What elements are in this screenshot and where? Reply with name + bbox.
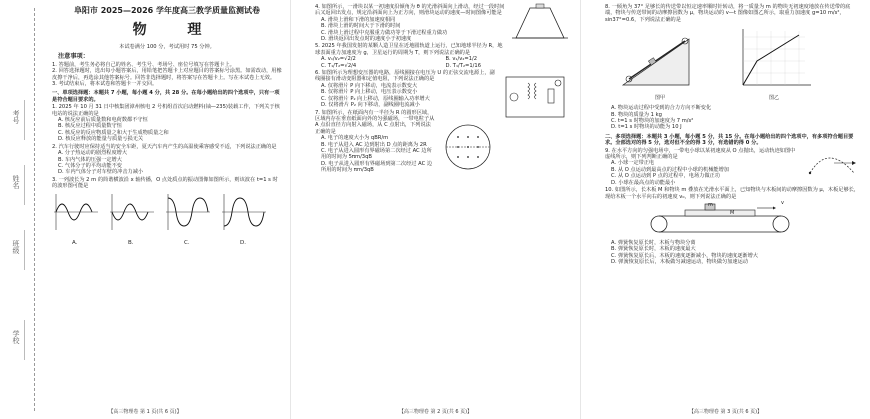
transformer-circuit-figure <box>500 69 570 125</box>
page-3-content <box>605 0 860 419</box>
option: D. 小球在最高点的动能最小 <box>611 179 676 186</box>
notice-item: 3. 考试结束后，将本试卷和答题卡一并交回。 <box>52 81 158 88</box>
exam-meta: 本试卷满分 100 分，考试用时 75 分钟。 <box>119 44 215 50</box>
question-10: 10. 如图所示，长木板 M 和物块 m 叠放在光滑水平面上，已知物块与木板间的动摩擦因数为 μ，木板足够长，现给木板一个水平向右的初速度 v₀，则下列说法正确的是 <box>605 187 860 200</box>
option: C. 滑块上滑过程中克服重力做功等于下滑过程重力做功 <box>321 29 448 36</box>
option: B. v₁/v₂=1/2 <box>445 56 478 63</box>
q5-options <box>321 56 570 69</box>
wave-option-c-graph <box>164 192 212 232</box>
wave-option-captions: A. B. C. D. <box>72 239 246 246</box>
page-2-content <box>315 0 570 419</box>
question-9: 9. 在水平方向的匀强电场中，一带电小球以某初速度从 O 点抛出，运动轨迹如图中虚线所示，则下列判断正确的是 <box>605 147 796 161</box>
option: B. 车内气体的压强一定增大 <box>58 156 122 163</box>
option: C. 气体分子的平均动能不变 <box>58 162 122 169</box>
q10-figure <box>605 200 860 240</box>
binding-margin <box>0 0 48 419</box>
exam-page-1 <box>0 0 290 419</box>
page-footer: 【高三物理卷 第 3 页(共 6 页)】 <box>688 409 763 415</box>
option: C. 核反应的反应物质量之和大于生成物质量之和 <box>58 129 169 136</box>
option: D. 滑块返回出发点时的速度小于初速度 <box>321 36 412 43</box>
magnetic-field-figure <box>440 119 496 175</box>
binding-label-school: 学校 <box>12 330 20 344</box>
option: D. 核反应释放的能量与质量亏损无关 <box>58 136 144 143</box>
option: C. 仅将滑片 P₂ 向上移动，原线圈输入功率增大 <box>321 95 430 102</box>
option: D. 车内气体分子对车壁的冲击力减小 <box>58 169 144 176</box>
notice-title: 注意事项： <box>58 53 89 61</box>
subject-title: 物 理 <box>132 22 220 38</box>
question-8: 8. 一倾角为 37° 足够长的传送带以恒定速率顺时针转动，将一质量为 m 的物块无初速度地放在传送带的底端，物块与传送带间的动摩擦因数为 μ，物块运动的 v—t 图像如图乙所示，取重力加速度 g=10 m/s²，sin37°=0.6，下列说法正确的是 <box>605 4 851 23</box>
vt-graph-figure <box>735 25 815 93</box>
board-block-figure <box>645 199 795 236</box>
section-1-heading: 一、单项选择题：本题共 7 小题，每小题 4 分，共 28 分。在每小题给出的四个选项中，只有一项是符合题目要求的。 <box>52 90 280 103</box>
option: B. 弹簧恢复原长时，木板的速度最大 <box>611 246 696 253</box>
option: C. T₁/T₂=√2/4 <box>321 62 357 69</box>
question-6: 6. 如图所示为理想变压器的电路，原线圈接在电压为 U 的正弦交流电源上，副线圈接有滑动变阻器和定值电阻，下列说法正确的是 <box>315 70 495 83</box>
option: A. 电子的速度大小为 qBR/m <box>321 135 389 142</box>
page-footer: 【高三物理卷 第 2 页(共 6 页)】 <box>398 409 473 415</box>
option: D. 仅将滑片 P₂ 向下移动，副线圈电流减小 <box>321 102 420 109</box>
option: C. 从 O 点运动到 P 点的过程中，电场力做正功 <box>611 173 720 180</box>
question-2: 2. 汽车行驶时应保持适当的安全车距，夏天汽车内产生的高温使乘客感受不适，下列说法正确的是 <box>52 143 277 150</box>
option: A. 小球一定带正电 <box>611 160 655 167</box>
option: A. 核反应前后质量数和电荷数都不守恒 <box>58 117 148 124</box>
option: C. 电子从进入圆形有界磁场第二次经过 AC 边所用的时间为 5πm/3qB <box>321 147 432 161</box>
electric-field-trajectory-figure <box>804 147 860 179</box>
option: A. v₁/v₂=√2/2 <box>321 56 356 63</box>
section-2-heading: 二、多项选择题：本题共 3 小题，每小题 5 分，共 15 分。在每小题给出的四个选项中，有多项符合题目要求。全部选对的得 5 分，选对但不全的得 3 分，有选错的得 0 分。 <box>605 133 854 147</box>
question-3: 3. 一列波长为 2 m 的简谐横波沿 x 轴传播，O 点处质点的振动图像如图所示，则该波在 t=1 s 时的波形图可能是 <box>52 176 278 190</box>
question-4: 4. 如图所示，一滑块以某一初速度沿倾角为 θ 的光滑斜面向上滑动，经过一段时间后又返回出发点，规定沿斜面向上为正方向，则滑块运动的速度—时间图像可能是 <box>315 4 505 17</box>
q8-figures <box>605 25 860 103</box>
question-5: 5. 2025 年我国发射的某颗人造卫星在近地圆轨道上运行，已知地球半径为 R，地球表面重力加速度为 g，卫星运行的周期为 T，则下列说法正确的是 <box>315 43 503 56</box>
option: A. 仅将滑片 P 向下移动，电流表示数变大 <box>321 82 418 89</box>
binding-label-class: 班级 <box>12 240 20 254</box>
wave-option-a-graph <box>52 192 100 232</box>
option: A. 物块运动过程中受到的合力方向不断变化 <box>611 105 712 112</box>
option: B. 物块的质量为 1 kg <box>611 111 662 118</box>
cut-line <box>34 8 35 411</box>
option: A. 弹簧恢复原长时，木板与物块分离 <box>611 239 696 246</box>
question-1: 1. 2025 年 10 月 31 日中核集团漳州核电 2 号机组首次启动燃料(铀—235)装载工作，下列关于核电站的说法正确的是 <box>52 104 280 117</box>
exam-header: 阜阳市 2025—2026 学年度高三教学质量监测试卷 <box>73 6 261 15</box>
option: C. t=1 s 时物块的加速度为 7 m/s² <box>611 118 694 125</box>
wave-option-d-graph <box>220 192 268 232</box>
option: D. 弹簧恢复原长后，木板做匀减速运动，物块做匀加速运动 <box>611 259 748 266</box>
wave-option-b-graph <box>108 192 156 232</box>
board-label: M <box>730 209 735 216</box>
option: B. 电子从进入 AC 边到射出 D 点的距离为 2R <box>321 141 427 148</box>
question-7: 7. 如图所示，在纸面内有一半径为 R 的圆形区域，区域内存在垂直纸面向外的匀强磁场，一带电粒子从 A 点沿直径方向射入磁场，从 C 点射出，下列说法正确的是 <box>315 109 435 135</box>
page-footer: 【高三物理卷 第 1 页(共 6 页)】 <box>108 409 182 415</box>
option: B. 滑块上滑的时间大于下滑的时间 <box>321 23 401 30</box>
binding-label-exam-number: 考号 <box>12 110 20 124</box>
notice-item: 1. 答题前，考生务必将自己的姓名、考生号、考场号、座位号填写在答题卡上。 <box>52 61 235 68</box>
figure-label-a: 图甲 <box>655 95 666 102</box>
conveyor-incline-figure <box>619 25 709 93</box>
option: B. 仅将滑片 P 向上移动，电压表示数变小 <box>321 89 418 96</box>
incline-figure <box>510 0 570 44</box>
velocity-label: v <box>781 199 784 206</box>
option: A. 分子热运动的剧烈程度增大 <box>58 150 128 157</box>
exam-page-2 <box>290 0 580 419</box>
option: D. T₁/T₂=1/16 <box>445 62 482 69</box>
option: D. t=1 s 时物块的动能为 10 J <box>611 124 682 131</box>
option: A. 滑块上滑和下滑的加速度相同 <box>321 16 396 23</box>
option: C. 弹簧恢复原长后，木板的速度逐渐减小，物块的速度逐渐增大 <box>611 252 758 259</box>
option: B. 从 O 点运动到最高点的过程中小球的机械能增加 <box>611 166 729 173</box>
binding-label-name: 姓名 <box>12 175 20 189</box>
block-label: m <box>708 201 713 208</box>
notice-item: 2. 回答选择题时，选出每小题答案后，用铅笔把答题卡上对应题目的答案标号涂黑。如需改动，用橡皮擦干净后，再选涂其他答案标号。回答非选择题时，将答案写在答题卡上。写在本试卷上无效。 <box>52 68 282 81</box>
exam-page-3 <box>580 0 870 419</box>
figure-label-b: 图乙 <box>769 95 780 102</box>
option: B. 核反应过程中质量数守恒 <box>58 123 122 130</box>
page-1-content <box>52 0 282 419</box>
option: D. 电子从进入圆形有界磁场到第二次经过 AC 边所用的时间为 πm/3qB <box>321 160 433 174</box>
wave-options <box>52 192 282 240</box>
